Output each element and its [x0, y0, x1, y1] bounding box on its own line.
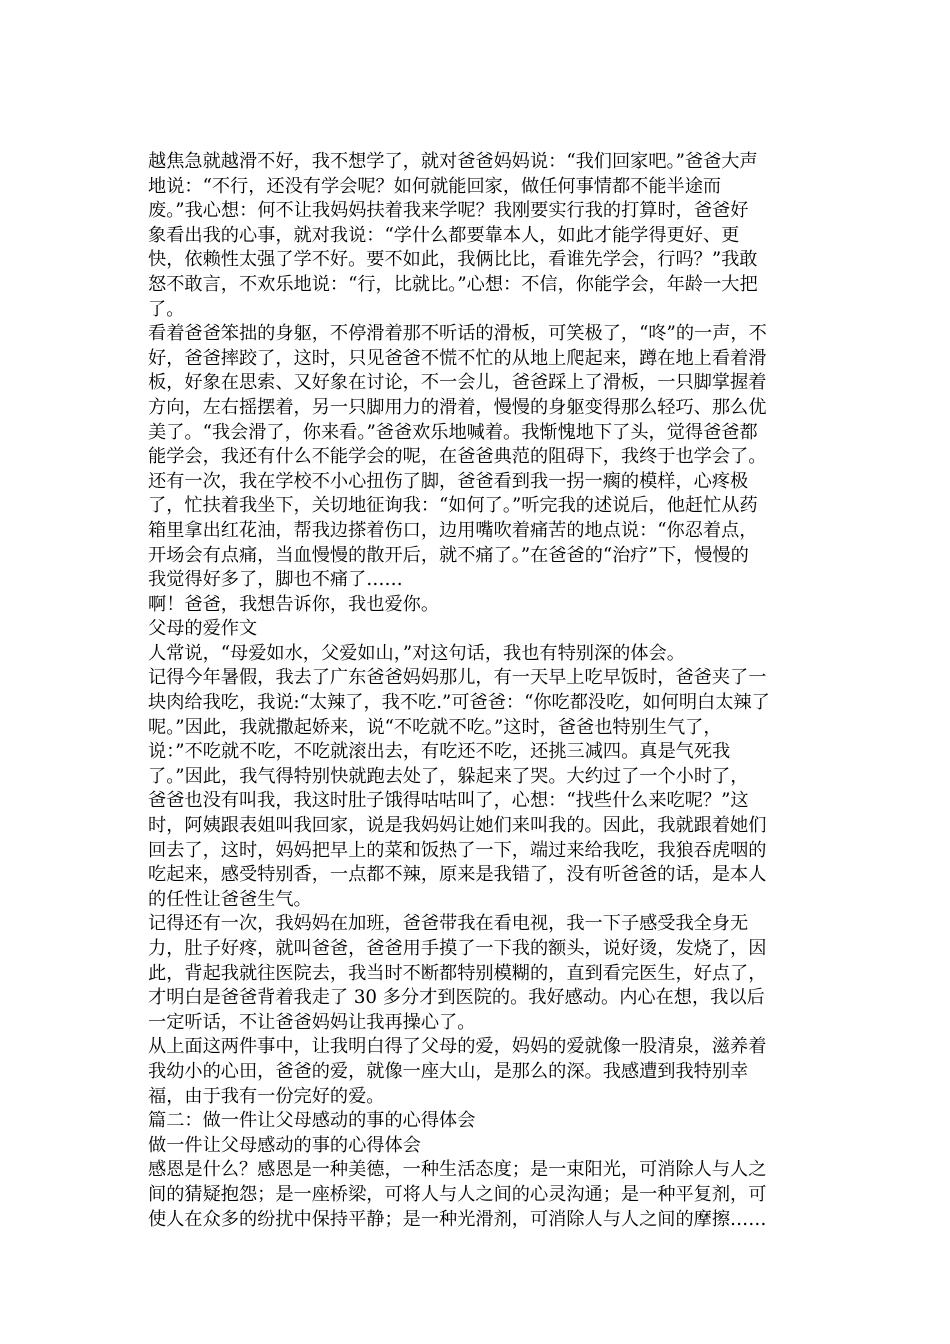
text-line: 我觉得好多了，脚也不痛了…… — [148, 569, 403, 591]
paragraph — [148, 642, 800, 667]
text-line: 吃起来，感受特别香，一点都不辣，原来是我错了，没有听爸爸的话，是本人 — [148, 864, 767, 886]
text-line: 方向，左右摇摆着，另一只脚用力的滑着，慢慢的身躯变得那么轻巧、那么优 — [148, 396, 767, 418]
text-line: 了。 — [148, 298, 185, 320]
text-line: 篇二：做一件让父母感动的事的心得体会 — [148, 1110, 476, 1132]
text-line: 怒不敢言，不欢乐地说：“行，比就比。”心想：不信，你能学会，年龄一大把 — [148, 273, 758, 295]
text-line: 啊！爸爸，我想告诉你，我也爱你。 — [148, 593, 440, 615]
text-line: 间的猜疑抱怨；是一座桥梁，可将人与人之间的心灵沟通；是一种平复剂，可 — [148, 1183, 767, 1205]
paragraph — [148, 1158, 800, 1232]
paragraph — [148, 1035, 800, 1109]
text-line: 做一件让父母感动的事的心得体会 — [148, 1134, 421, 1156]
text-line: 我幼小的心田，爸爸的爱，就像一座大山，是那么的深。我感遭到我特别幸 — [148, 1060, 749, 1082]
text-line: 了，忙扶着我坐下，关切地征询我：“如何了。”听完我的述说后，他赶忙从药 — [148, 495, 758, 517]
text-line: 说：”不吃就不吃，不吃就滚出去，有吃还不吃，还挑三减四。真是气死我 — [148, 741, 731, 763]
text-line: 箱里拿出红花油，帮我边搽着伤口，边用嘴吹着痛苦的地点说：“你忍着点， — [148, 519, 758, 541]
text-line: 使人在众多的纷扰中保持平静；是一种光滑剂，可消除人与人之间的摩擦…… — [148, 1208, 767, 1230]
text-line: 爸爸也没有叫我，我这时肚子饿得咕咕叫了，心想：“找些什么来吃呢？”这 — [148, 790, 749, 812]
text-line: 人常说，“母爱如水，父爱如山，”对这句话，我也有特别深的体会。 — [148, 642, 685, 664]
text-line: 福，由于我有一份完好的爱。 — [148, 1085, 385, 1107]
text-line: 快，依赖性太强了学不好。要不如此，我俩比比，看谁先学会，行吗？”我敢 — [148, 249, 758, 271]
text-line: 父母的爱作文 — [148, 618, 258, 640]
text-line: 此，背起我就往医院去，我当时不断都特别模糊的，直到看完医生，好点了， — [148, 962, 767, 984]
text-line: 好，爸爸摔跤了，这时，只见爸爸不慌不忙的从地上爬起来，蹲在地上看着滑 — [148, 347, 767, 369]
text-line: 废。”我心想：何不让我妈妈扶着我来学呢？我刚要实行我的打算时，爸爸好 — [148, 200, 749, 222]
text-line: 回去了，这时，妈妈把早上的菜和饭热了一下，端过来给我吃，我狼吞虎咽的 — [148, 839, 767, 861]
text-line: 记得还有一次，我妈妈在加班，爸爸带我在看电视，我一下子感受我全身无 — [148, 913, 749, 935]
section-heading — [148, 1134, 800, 1159]
section-heading — [148, 617, 800, 642]
paragraph — [148, 322, 800, 470]
text-line: 感恩是什么？感恩是一种美德，一种生活态度；是一束阳光，可消除人与人之 — [148, 1159, 767, 1181]
text-line: 一定听话，不让爸爸妈妈让我再操心了。 — [148, 1011, 476, 1033]
text-line: 看着爸爸笨拙的身躯，不停滑着那不听话的滑板，可笑极了，“咚”的一声，不 — [148, 323, 767, 345]
text-line: 力，肚子好疼，就叫爸爸，爸爸用手摸了一下我的额头，说好烫，发烧了，因 — [148, 938, 767, 959]
paragraph — [148, 470, 800, 593]
text-line: 美了。“我会滑了，你来看。”爸爸欢乐地喊着。我惭愧地下了头，觉得爸爸都 — [148, 421, 758, 443]
text-line: 了。”因此，我气得特别快就跑去处了，躲起来了哭。大约过了一个小时了， — [148, 765, 749, 787]
text-line: 的任性让爸爸生气。 — [148, 888, 312, 910]
text-line: 能学会，我还有什么不能学会的呢，在爸爸典范的阻碍下，我终于也学会了。 — [148, 446, 767, 468]
text-line: 象看出我的心事，就对我说：“学什么都要靠本人，如此才能学得更好、更 — [148, 224, 740, 246]
text-line: 时，阿姨跟表姐叫我回家，说是我妈妈让她们来叫我的。因此，我就跟着她们 — [148, 815, 767, 837]
section-heading — [148, 1109, 800, 1134]
paragraph — [148, 593, 800, 618]
text-line: 开场会有点痛，当血慢慢的散开后，就不痛了。”在爸爸的“治疗”下，慢慢的 — [148, 544, 749, 566]
text-line: 才明白是爸爸背着我走了 30 多分才到医院的。我好感动。内心在想，我以后 — [148, 987, 765, 1009]
text-line: 从上面这两件事中，让我明白得了父母的爱，妈妈的爱就像一股清泉，滋养着 — [148, 1036, 767, 1058]
text-line: 板，好象在思索、又好象在讨论，不一会儿，爸爸踩上了滑板，一只脚掌握着 — [148, 372, 767, 394]
paragraph — [148, 912, 800, 1035]
paragraph — [148, 150, 800, 322]
text-line: 呢。”因此，我就撒起娇来，说“不吃就不吃。”这时，爸爸也特别生气了， — [148, 716, 722, 738]
document-page — [148, 150, 800, 1232]
text-line: 地说：“不行，还没有学会呢？如何就能回家，做任何事情都不能半途而 — [148, 175, 722, 197]
text-line: 越焦急就越滑不好，我不想学了，就对爸爸妈妈说：“我们回家吧。”爸爸大声 — [148, 151, 758, 172]
text-line: 块肉给我吃，我说:“太辣了，我不吃.”可爸爸：“你吃都没吃，如何明白太辣了 — [148, 692, 770, 714]
paragraph — [148, 666, 800, 912]
text-line: 还有一次，我在学校不小心扭伤了脚，爸爸看到我一拐一瘸的模样，心疼极 — [148, 470, 749, 492]
text-line: 记得今年暑假，我去了广东爸爸妈妈那儿，有一天早上吃早饭时，爸爸夹了一 — [148, 667, 767, 689]
